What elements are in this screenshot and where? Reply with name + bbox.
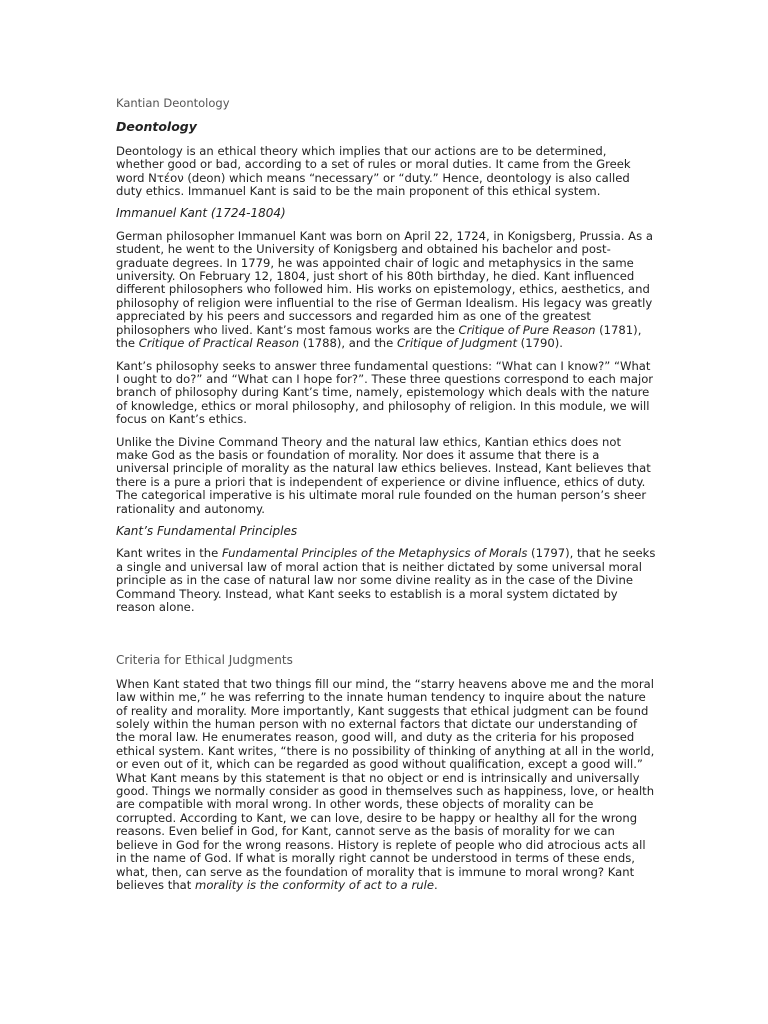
paragraph-criteria [116,678,656,893]
work-title-judgment: Critique of Judgment [396,336,517,351]
principles-text-2: (1797), that he seeks a single and universal law of moral action that is neither dictated by some universal moral principle as in the case of natural law nor some divine reality as in the case of the Divine Command Theory. Instead, what Kant seeks to establish is a moral system dictated by reason alone. [116,546,656,614]
bio-text: German philosopher Immanuel Kant was born on April 22, 1724, in Konigsberg, Prussia. As a student, he went to the University of Konigsberg and obtained his bachelor and post-graduate degrees. In 1779, he was appointed chair of logic and metaphysics in the same university. On February 12, 1804, just short of his 80th birthday, he died. Kant influenced different philosophers who followed him. His works on epistemology, ethics, aesthetics, and philosophy of religion were influential to the rise of German Idealism. His legacy was greatly appreciated by his peers and successors and regarded him as one of the greatest philosophers who lived. Kant’s most famous works are the [116,228,653,337]
principles-text: Kant writes in the [116,546,222,561]
paragraph-three-questions: Kant’s philosophy seeks to answer three fundamental questions: “What can I know?” “What I ought to do?” and “What can I hope for?”. These three questions correspond to each major branch of philosophy during Kant’s time, namely, epistemology which deals with the nature of knowledge, ethics or moral philosophy, and philosophy of religion. In this module, we will focus on Kant’s ethics. [116,358,654,427]
document-title: Kantian Deontology [116,96,230,110]
criteria-text: When Kant stated that two things fill our mind, the “starry heavens above me and the moral law within me,” he was referring to the innate human tendency to inquire about the nature of reality and morality. More importantly, Kant suggests that ethical judgment can be found solely within the human person with no external factors that dictate our understanding of the moral law. He enumerates reason, good will, and duty as the criteria for his proposed ethical system. Kant writes, “there is no possibility of thinking of anything at all in the world, or even out of it, which can be regarded as good without qualification, except a good will.” What Kant means by this statement is that no object or end is intrinsically and universally good. Things we normally consider as good in themselves such as happiness, love, or health are compatible with moral wrong. In other words, these objects of morality can be corrupted. According to Kant, we can love, desire to be happy or healthy all for the wrong reasons. Even belief in God, for Kant, cannot serve as the basis of morality for we can believe in God for the wrong reasons. History is replete of people who did atrocious acts all in the name of God. If what is morally right cannot be understood in terms of these ends, what, then, can serve as the foundation of morality that is immune to moral wrong? Kant believes that [116,676,655,892]
paragraph-unlike-divine-command: Unlike the Divine Command Theory and the natural law ethics, Kantian ethics does not make God as the basis or foundation of morality. Nor does it assume that there is a universal principle of morality as the natural law ethics believes. Instead, Kant believes that there is a pure a priori that is independent of experience or divine influence, ethics of duty. The categorical imperative is his ultimate moral rule founded on the human person’s sheer rationality and autonomy. [116,434,651,516]
work-title-pure-reason: Critique of Pure Reason [458,322,596,337]
work-title-metaphysics-of-morals: Fundamental Principles of the Metaphysics of Morals [221,546,528,561]
paragraph-deontology: Deontology is an ethical theory which implies that our actions are to be determined, whether good or bad, according to a set of rules or moral duties. It came from the Greek word Ντέον (deon) which means “necessary” or “duty.” Hence, deontology is also called duty ethics. Immanuel Kant is said to be the main proponent of this ethical system. [116,143,631,199]
criteria-end: . [434,877,438,892]
bio-text-3: (1788), and the [299,336,397,351]
bio-text-2: (1781), the [116,322,642,351]
bio-text-4: (1790). [517,336,563,351]
subheading-immanuel-kant: Immanuel Kant (1724-1804) [116,206,286,221]
section-title-criteria: Criteria for Ethical Judgments [116,653,293,668]
heading-deontology: Deontology [116,119,197,135]
subheading-fundamental-principles: Kant’s Fundamental Principles [116,523,298,538]
work-title-practical-reason: Critique of Practical Reason [138,336,300,351]
criteria-italic-conclusion: morality is the conformity of act to a rule [195,877,434,892]
paragraph-kant-bio [116,230,656,351]
document-content [116,97,656,901]
paragraph-fundamental-principles [116,547,656,614]
